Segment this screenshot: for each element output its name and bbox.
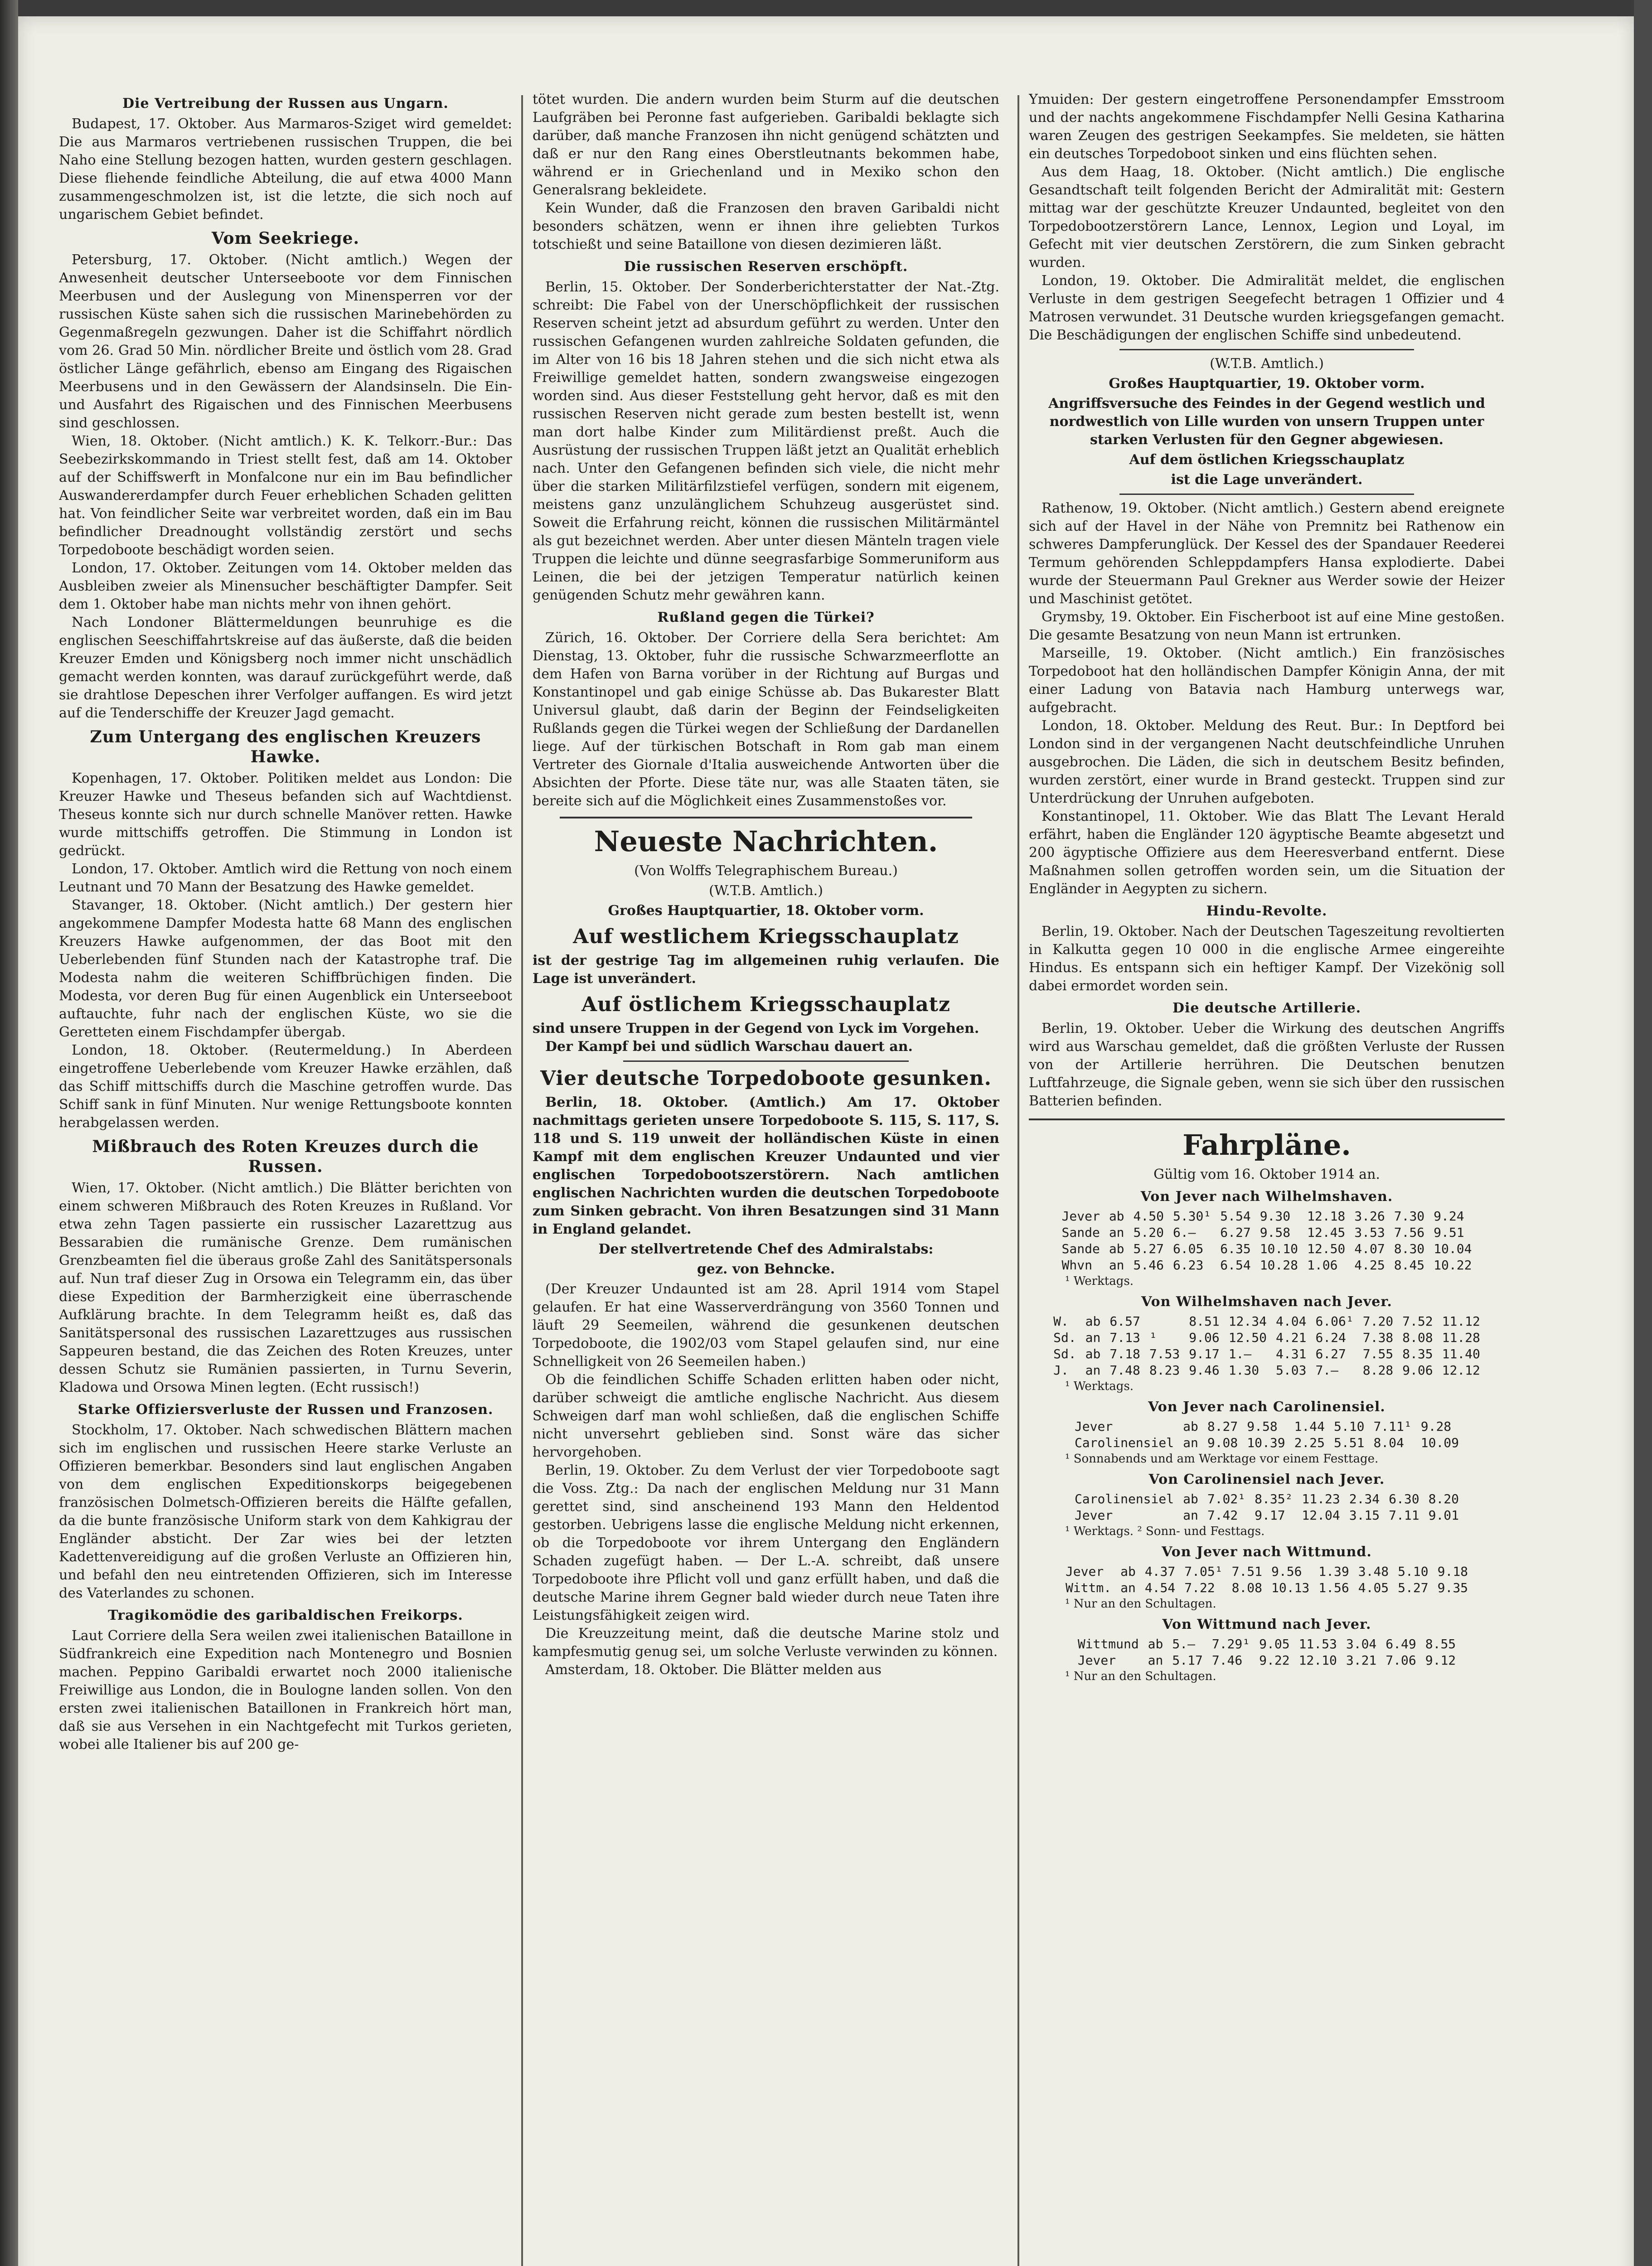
timetable-cell: 7.02¹ [1207,1491,1246,1506]
timetable-cell: 6.05 [1172,1241,1204,1256]
timetable-cell: 7.56 [1394,1225,1425,1240]
timetable-cell: 6.27 [1220,1225,1251,1240]
timetable-cell: 7.53 [1149,1346,1180,1361]
timetable-cell: ab [1109,1241,1124,1256]
bulletin-text: ist der gestrige Tag im allgemeinen ruhig verlaufen. Die Lage ist unverändert. [533,953,999,987]
timetable-row [1049,1330,1485,1346]
timetable-cell: 5.17 [1172,1653,1203,1668]
timetable-row [1061,1564,1473,1580]
timetable-cell: 1.06 [1307,1258,1338,1273]
article-text: Zürich, 16. Oktober. Der Corriere della Sera berichtet: Am Dienstag, 13. Oktober, fuhr die russische Schwarzmeerflotte an dem Hafen von Barna vorüber in der Richtung auf Burgas und Konstantinopel und gab einige Schüsse ab. Das Bukarester Blatt Universul glaubt, daß darin der Beginn der Feindseligkeiten Rußlands gegen die Türkei wegen der Schließung der Dardanellen liege. Auf der türkischen Botschaft in Rom gab man einem Vertreter des Giornale d'Italia ausweichende Antworten über die Absichten der Pforte. Diese täte nur, was alle Staaten täten, sie bereite sich auf die Möglichkeit eines Zusammenstoßes vor. [533,630,999,809]
timetable-cell: 2.25 [1294,1435,1325,1450]
timetable-cell: 12.18 [1307,1209,1346,1224]
timetable-cell: 8.28 [1362,1363,1394,1378]
timetable-row [1057,1225,1477,1241]
timetable-cell: 8.23 [1149,1363,1180,1378]
timetable-title: Fahrpläne. [1182,1128,1351,1162]
article-text: Berlin, 18. Oktober. (Amtlich.) Am 17. Oktober nachmittags gerieten unsere Torpedoboote S. 115, S. 117, S. 118 und S. 119 unweit der holländischen Küste in einen Kampf mit dem englischen Kreuzer Undaunted und vier englischen Torpedobootszerstörern. Nach amtlichen englischen Nachrichten wurden die deutschen Torpedoboote zum Sinken gebracht. Von ihren Besatzungen sind 31 Mann in England gelandet. [533,1094,999,1237]
timetable-validity: Gültig vom 16. Oktober 1914 an. [1153,1167,1380,1182]
timetable-cell: 6.57 [1109,1314,1140,1329]
column-2 [533,91,999,2266]
timetable-cell: ab [1183,1491,1198,1506]
timetable-row [1073,1636,1460,1652]
timetable-cell: 1.56 [1318,1580,1349,1595]
article-text: London, 19. Oktober. Die Admiralität meldet, die englischen Verluste in dem gestrigen Seegefecht betragen 1 Offizier und 4 Matrosen verwundet. 31 Deutsche wurden kriegsgefangen gemacht. Die Beschädigungen der englischen Schiffe sind unbedeutend. [1029,273,1505,343]
timetable-cell: 5.27 [1133,1241,1164,1256]
timetable-cell: 9.30 [1260,1209,1291,1224]
timetable-cell: 6.06¹ [1315,1314,1354,1329]
timetable-row [1049,1313,1485,1330]
timetable-cell: 7.06 [1386,1653,1416,1668]
timetable-cell: 9.51 [1434,1225,1464,1240]
timetable-row [1061,1580,1473,1596]
timetable-cell: ab [1109,1209,1124,1224]
timetable-cell: 4.54 [1144,1580,1176,1595]
timetable-cell: 3.48 [1358,1564,1389,1579]
headline: Vom Seekriege. [211,229,360,248]
article-text: Wien, 17. Oktober. (Nicht amtlich.) Die Blätter berichten von einem schweren Mißbrauch des Roten Kreuzes in Rußland. Vor etwa zehn Tagen passierte ein russischer Lazarettzug aus Bessarabien die rumänische Grenze. Dem rumänischen Grenzbeamten fiel die überaus große Zahl des Sanitätspersonals auf. Nun traf dieser Zug in Orsowa ein Telegramm ein, das über diese Expedition der Barmherzigkeit eine überraschende Aufklärung brachte. In dem Telegramm heißt es, daß das Sanitätspersonal des russischen Lazarettzuges aus russischen Sappeuren bestand, die das Zeichen des Roten Kreuzes, unter dessen Schutz sie Rumänien passierten, in Turnu Severin, Kladowa und Orsowa Minen legten. (Echt russisch!) [59,1180,512,1395]
timetable-cell: 11.12 [1442,1314,1480,1329]
timetable-cell: 8.35² [1255,1491,1293,1506]
divider [1119,349,1414,350]
timetable-cell: 1.44 [1294,1419,1325,1434]
article-text: Die Kreuzzeitung meint, daß die deutsche Marine stolz und kampfesmutig genug sei, um solche Verluste verwinden zu können. [533,1626,999,1660]
column-rule [521,95,523,2266]
article-text: London, 17. Oktober. Zeitungen vom 14. Oktober melden das Ausbleiben zweier als Minensucher beschäftigter Dampfer. Seit dem 1. Oktober habe man nichts mehr von ihnen gehört. [59,560,512,612]
timetable-cell: 9.06 [1189,1330,1220,1345]
timetable-cell: an [1109,1258,1124,1273]
headline: Die deutsche Artillerie. [1172,1000,1361,1016]
timetable-cell: 4.04 [1276,1314,1307,1329]
timetable-cell: Jever [1074,1419,1113,1434]
timetable-cell: 8.27 [1207,1419,1238,1434]
article-text: London, 17. Oktober. Amtlich wird die Rettung von noch einem Leutnant und 70 Mann der Besatzung des Hawke gemeldet. [59,861,512,895]
timetable-row [1070,1419,1463,1435]
article-text: London, 18. Oktober. Meldung des Reut. Bur.: In Deptford bei London sind in der vergangenen Nacht deutschfeindliche Unruhen ausgebrochen. Die Läden, die sich in deutschem Besitz befinden, wurden zerstört, einer wurde in Brand gesteckt. Truppen sind zur Unterdrückung der Unruhen aufgeboten. [1029,718,1505,806]
bulletin-text: ist die Lage unverändert. [1171,472,1363,488]
timetable-cell: 5.03 [1276,1363,1307,1378]
timetable-cell: 6.30 [1389,1491,1419,1506]
timetable-cell: 1.39 [1318,1564,1349,1579]
headline: Auf westlichem Kriegsschauplatz [573,925,959,948]
headline: Zum Untergang des englischen Kreuzers Hawke. [90,727,481,766]
headline: Mißbrauch des Roten Kreuzes durch die Russen. [92,1137,479,1176]
timetable-cell: 12.04 [1302,1508,1340,1523]
subtitle: (W.T.B. Amtlich.) [709,883,823,899]
timetable-cell: 7.22 [1184,1580,1215,1595]
timetable-cell: Jever [1077,1653,1116,1668]
subtitle: (W.T.B. Amtlich.) [1210,356,1324,372]
article-text: Wien, 18. Oktober. (Nicht amtlich.) K. K. Telkorr.-Bur.: Das Seebezirkskommando in Triest stellt fest, daß am 14. Oktober auf der Schiffswerft in Monfalcone nur ein im Bau befindlicher Auswandererdampfer durch Feuer erheblichen Schaden gelitten hat. Von feindlicher Seite war verbreitet worden, daß ein im Bau befindlicher Dreadnought vollständig zerstört und sechs Torpedoboote beschädigt worden seien. [59,433,512,558]
article-text: Budapest, 17. Oktober. Aus Marmaros-Sziget wird gemeldet: Die aus Marmaros vertriebenen russischen Truppen, die bei Naho eine Stellung bezogen hatten, wurden gestern geschlagen. Diese fliehende feindliche Abteilung, die auf etwa 4000 Mann zusammengeschmolzen ist, ist die letzte, die sich noch auf ungarischem Gebiet befindet. [59,116,512,223]
timetable-cell: 7.29¹ [1211,1637,1250,1651]
timetable-row [1049,1362,1485,1379]
timetable-cell: 11.23 [1302,1491,1340,1506]
timetable-cell: 9.58 [1260,1225,1291,1240]
article-text: Konstantinopel, 11. Oktober. Wie das Blatt The Levant Herald erfährt, haben die Engländer 120 ägyptische Beamte abgesetzt und 200 ägyptische Offiziere aus dem Heeresverband entfernt. Diese Maßnahmen sollen getroffen worden sein, um die Situation der Engländer in Aegypten zu sichern. [1029,809,1505,897]
timetable-cell: 10.13 [1271,1580,1310,1595]
timetable-cell: 8.45 [1394,1258,1425,1273]
timetable-note: ¹ Werktags. ² Sonn- und Festtags. [1065,1525,1265,1538]
timetable-cell: 9.58 [1247,1419,1278,1434]
timetable-cell: Sd. [1053,1346,1076,1361]
article-text: Nach Londoner Blättermeldungen beunruhige es die englischen Seeschiffahrtskreise auf das äußerste, daß die beiden Kreuzer Emden und Königsberg noch immer nicht unschädlich gemacht werden konnten, was darauf zurückgeführt werde, daß sie drahtlose Depeschen ihrer Verfolger auffangen. Es wird jetzt auf die Tenderschiffe der Kreuzer Jagd gemacht. [59,615,512,721]
timetable-heading: Von Wittmund nach Jever. [1162,1617,1371,1632]
column-rule [1017,95,1019,2266]
dateline: Großes Hauptquartier, 18. Oktober vorm. [608,903,924,919]
timetable-cell: 7.11¹ [1373,1419,1412,1434]
timetable-row [1049,1346,1485,1362]
timetable-cell: Jever [1061,1209,1100,1224]
article-text: Rathenow, 19. Oktober. (Nicht amtlich.) Gestern abend ereignete sich auf der Havel in der Nähe von Premnitz bei Rathenow ein schweres Dampferunglück. Der Kessel des der Spandauer Reederei Termum gehörenden Schleppdampfers Hansa explodierte. Dabei wurde der Steuermann Paul Grekner aus Werder sowie der Heizer und Maschinist getötet. [1029,500,1505,607]
signature-name: gez. von Behncke. [697,1261,835,1277]
timetable-cell [1145,1313,1184,1330]
timetable-cell: an [1148,1653,1163,1668]
timetable-cell: Wittmund [1077,1637,1139,1651]
timetable-note: ¹ Werktags. [1065,1274,1134,1288]
article-text: Amsterdam, 18. Oktober. Die Blätter melden aus [545,1662,882,1678]
timetable-cell: 5.20 [1133,1225,1164,1240]
timetable-cell: 10.10 [1260,1241,1298,1256]
timetable-cell: 5.10 [1334,1419,1365,1434]
divider [1119,494,1414,495]
timetable-cell: 1.— [1228,1346,1252,1361]
timetable-cell: 7.05¹ [1184,1564,1223,1579]
timetable-heading: Von Carolinensiel nach Jever. [1148,1472,1385,1487]
timetable [1049,1313,1485,1379]
timetable-cell: 4.37 [1144,1564,1176,1579]
timetable-cell: 3.53 [1354,1225,1385,1240]
bulletin-text: Der Kampf bei und südlich Warschau dauert an. [545,1039,913,1055]
headline: Starke Offiziersverluste der Russen und Franzosen. [78,1402,494,1418]
section-title: Neueste Nachrichten. [594,825,938,858]
bulletin-text: Auf dem östlichen Kriegsschauplatz [1129,452,1405,468]
article-text: Grymsby, 19. Oktober. Ein Fischerboot ist auf eine Mine gestoßen. Die gesamte Besatzung von neun Mann ist ertrunken. [1029,609,1505,643]
timetable-note: ¹ Werktags. [1065,1380,1134,1393]
timetable-note: ¹ Nur an den Schultagen. [1065,1597,1216,1611]
timetable-cell: 5.30¹ [1172,1209,1211,1224]
article-text: Berlin, 19. Oktober. Nach der Deutschen Tageszeitung revoltierten in Kalkutta gegen 10 000 in die englische Armee eingereihte Hindus. Es entspann sich ein heftiger Kampf. Der Vizekönig soll dabei ermordet worden sein. [1029,924,1505,994]
timetable-cell: 4.21 [1276,1330,1307,1345]
timetable-cell: 5.10 [1398,1564,1429,1579]
timetable-cell: 6.27 [1315,1346,1346,1361]
timetable-note: ¹ Sonnabends und am Werktage vor einem Festtage. [1065,1452,1379,1466]
timetable-cell: ab [1085,1346,1101,1361]
timetable [1070,1491,1463,1524]
timetable-cell: 9.06 [1402,1363,1433,1378]
timetable-cell: Jever [1074,1508,1113,1523]
headline: Auf östlichem Kriegsschauplatz [581,993,950,1016]
article-text: Aus dem Haag, 18. Oktober. (Nicht amtlich.) Die englische Gesandtschaft teilt folgenden Bericht der Admiralität mit: Gestern mittag war der geschützte Kreuzer Undaunted, begleitet von den Torpedobootzerstörern Lance, Lennox, Legion und Loyal, im Gefecht mit vier deutschen Zerstörern, die zum Sinken gebracht wurden. [1029,164,1505,271]
timetable-cell: an [1120,1580,1136,1595]
headline: Die Vertreibung der Russen aus Ungarn. [122,96,449,111]
timetable-cell: 4.07 [1354,1241,1385,1256]
timetable-cell: ab [1148,1637,1163,1651]
bulletin-text: Angriffsversuche des Feindes in der Gegend westlich und nordwestlich von Lille wurden von unsern Truppen unter starken Verlusten für den Gegner abgewiesen. [1048,396,1485,448]
timetable-cell: 9.17 [1255,1508,1285,1523]
timetable-cell: an [1085,1363,1101,1378]
dateline: Großes Hauptquartier, 19. Oktober vorm. [1109,376,1425,392]
article-text: Laut Corriere della Sera weilen zwei italienischen Bataillone in Südfrankreich eine Expedition nach Montenegro und Bosnien machen. Peppino Garibaldi erwartet noch 2000 italienische Freiwillige aus London, die in Boulogne landen sollen. Von den ersten zwei italienischen Bataillonen in Frankreich hört man, daß sie aus Versehen in ein Nachtgefecht mit Turkos gerieten, wobei alle Italiener bis auf 200 ge- [59,1628,512,1753]
timetable-note: ¹ Nur an den Schultagen. [1065,1670,1216,1683]
timetable-cell: 4.31 [1276,1346,1307,1361]
timetable-cell: 3.04 [1346,1637,1377,1651]
article-text: tötet wurden. Die andern wurden beim Sturm auf die deutschen Laufgräben bei Peronne fast aufgerieben. Garibaldi beklagte sich darüber, daß manche Franzosen ihn nicht genügend schätzten und daß er nur den Rang eines Oberstleutnants bekommen habe, während er in Griechenland und in Mexiko schon den Generalsrang bekleidete. [533,92,999,198]
article-text: London, 18. Oktober. (Reutermeldung.) In Aberdeen eingetroffene Ueberlebende vom Kreuzer Hawke erzählen, daß das Schiff mittschiffs durch die Maschine getroffen wurde. Das Schiff sank in fünf Minuten. Nur wenige Rettungsboote konnten herabgelassen werden. [59,1042,512,1131]
timetable-cell: 4.50 [1133,1209,1164,1224]
divider [623,1060,909,1062]
timetable-heading: Von Jever nach Wilhelmshaven. [1140,1189,1393,1205]
timetable-cell: 9.01 [1428,1508,1459,1523]
article-text: Berlin, 15. Oktober. Der Sonderberichterstatter der Nat.-Ztg. schreibt: Die Fabel von der Unerschöpflichkeit der russischen Reserven scheint jetzt ad absurdum geführt zu werden. Unter den russischen Gefangenen wurden zahlreiche Soldaten gefunden, die im Alter von 16 bis 18 Jahren stehen und die sich nicht etwa als Freiwillige gemeldet hatten, sondern zwangsweise eingezogen worden sind. Aus dieser Feststellung geht hervor, daß es mit den russischen Reserven nicht gerade zum besten bestellt ist, wenn man dort halbe Kinder zum Militärdienst preßt. Auch die Ausrüstung der russischen Truppen läßt jetzt an Qualität erheblich nach. Unter den Gefangenen befinden sich viele, die nicht mehr über die starken Militärfilzstiefel verfügen, sondern mit eigenem, meistens ganz unzulänglichem Schuhzeug ausgerüstet sind. Soweit die Erfahrung reicht, können die russischen Militärmäntel als gut bezeichnet werden. Aber unter diesen Mänteln tragen viele Truppen die leichte und dünne seegrasfarbige Sommeruniform aus Leinen, die bei der jetzigen Temperatur natürlich keinen genügenden Schutz mehr gewähren kann. [533,279,999,603]
timetable-cell: 7.51 [1231,1564,1262,1579]
article-text: Kopenhagen, 17. Oktober. Politiken meldet aus London: Die Kreuzer Hawke und Theseus befanden sich auf Wachtdienst. Theseus konnte sich nur durch schnelle Manöver retten. Hawke wurde mittschiffs getroffen. Die Stimmung in London ist gedrückt. [59,770,512,859]
timetable-heading: Von Jever nach Wittmund. [1162,1544,1372,1560]
timetable-cell: 10.39 [1247,1435,1285,1450]
timetable-cell: an [1085,1330,1101,1345]
timetable-row [1073,1652,1460,1669]
timetable-cell: 6.24 [1315,1330,1346,1345]
timetable-cell: 7.— [1315,1363,1339,1378]
timetable-cell: 6.54 [1220,1258,1251,1273]
timetable-cell: 12.50 [1228,1330,1267,1345]
timetable-cell: 7.18 [1109,1346,1140,1361]
article-text: Petersburg, 17. Oktober. (Nicht amtlich.) Wegen der Anwesenheit deutscher Unterseeboote vor dem Finnischen Meerbusen und der Auslegung von Minensperren vor der russischen Küste sahen sich die russischen Marinebehörden zu Gegenmaßregeln gezwungen. Daher ist die Schiffahrt nördlich vom 26. Grad 50 Min. nördlicher Breite und östlich vom 28. Grad östlicher Länge gefährlich, ebenso am Eingang des Rigaischen Meerbusens und in den Gewässern der Alandsinseln. Die Ein- und Ausfahrt des Rigaischen und des Finnischen Meerbusens sind geschlossen. [59,252,512,431]
timetable-cell: 11.40 [1442,1346,1480,1361]
timetable [1057,1208,1477,1273]
timetable-cell: Carolinensiel [1074,1491,1174,1506]
timetable [1070,1419,1463,1451]
article-text: Stavanger, 18. Oktober. (Nicht amtlich.) Der gestern hier angekommene Dampfer Modesta hatte 68 Mann des englischen Kreuzers Hawke aufgenommen, der das Boot mit den Ueberlebenden fünf Stunden nach der Katastrophe traf. Die Modesta nahm die weiteren Schiffbrüchigen finden. Die Modesta, vor deren Bug für einen Augenblick ein Unterseeboot auftauchte, fuhr nach der englischen Küste, wo sie die Geretteten einem Fischdampfer übergab. [59,897,512,1040]
timetable-cell: 10.09 [1420,1435,1459,1450]
headline: Tragikomödie des garibaldischen Freikorps. [108,1608,463,1623]
headline: Hindu-Revolte. [1206,903,1327,919]
timetable-row [1057,1208,1477,1225]
timetable-cell: 10.22 [1434,1258,1472,1273]
timetable-cell: 12.45 [1307,1225,1346,1240]
timetable-cell: an [1109,1225,1124,1240]
timetable-cell: 9.28 [1420,1419,1452,1434]
timetable-cell: 5.— [1172,1637,1195,1651]
timetable-cell: 7.42 [1207,1508,1238,1523]
timetable-cell: 12.50 [1307,1241,1346,1256]
timetables [1029,1188,1505,1684]
timetable-cell: Wittm. [1065,1580,1112,1595]
timetable-cell: 7.20 [1362,1314,1394,1329]
timetable-cell: 4.25 [1354,1258,1385,1273]
timetable-cell: an [1183,1435,1198,1450]
column-3 [1029,91,1505,2266]
timetable-cell: 7.30 [1394,1209,1425,1224]
timetable-cell: 5.46 [1133,1258,1164,1273]
article-text: Ymuiden: Der gestern eingetroffene Personendampfer Emsstroom und der nachts angekommene Fischdampfer Nelli Gesina Katharina waren Zeugen des gestrigen Seekampfes. Sie meldeten, sie hätten ein deutsches Torpedoboot sinken und eins flüchten sehen. [1029,92,1505,162]
timetable-cell: 6.35 [1220,1241,1251,1256]
divider [560,817,972,818]
signature-title: Der stellvertretende Chef des Admiralstabs: [598,1241,934,1257]
timetable-cell: J. [1053,1363,1069,1378]
timetable-cell: 5.27 [1398,1580,1429,1595]
timetable-cell: 11.28 [1442,1330,1480,1345]
timetable-cell: 8.04 [1373,1435,1404,1450]
timetable-cell: Jever [1065,1564,1104,1579]
timetable-cell: 7.52 [1402,1314,1433,1329]
bulletin-text: sind unsere Truppen in der Gegend von Lyck im Vorgehen. [533,1021,979,1036]
timetable-cell: 9.17 [1189,1346,1220,1361]
timetable-cell: Whvn [1061,1258,1092,1273]
timetable-cell: ab [1085,1314,1101,1329]
timetable-cell: 3.15 [1349,1508,1380,1523]
timetable-cell: ab [1183,1419,1198,1434]
timetable-cell: 5.54 [1220,1209,1251,1224]
timetable-row [1057,1257,1477,1273]
timetable [1073,1636,1460,1669]
timetable-cell: 6.— [1172,1225,1196,1240]
timetable-cell: 8.55 [1425,1637,1456,1651]
timetable-cell: 10.04 [1434,1241,1472,1256]
timetable-cell: 9.05 [1259,1637,1290,1651]
timetable-cell: 8.20 [1428,1491,1459,1506]
timetable-row [1057,1241,1477,1257]
page-edge [1634,0,1652,2266]
article-text: Kein Wunder, daß die Franzosen den braven Garibaldi nicht besonders schätzen, wenn er ihnen ihre geliebten Turkos totschießt und seine Bataillone von diesen dezimieren läßt. [533,200,999,252]
article-text: Berlin, 19. Oktober. Zu dem Verlust der vier Torpedoboote sagt die Voss. Ztg.: Da nach der englischen Meldung nur 31 Mann gerettet sind, sind anscheinend 193 Mann den Heldentod gestorben. Uebrigens lasse die englische Meldung nicht erkennen, ob die Torpedoboote vor ihrem Untergang den Engländern Schaden zugefügt haben. — Der L.-A. schreibt, daß unsere Torpedoboote ihre Pflicht voll und ganz erfüllt haben, und daß die deutsche Marine ihrem Gegner bald wieder durch neue Taten ihre Leistungsfähigkeit zeigen wird. [533,1462,999,1623]
timetable-cell: 6.23 [1172,1258,1204,1273]
timetable-cell: 8.51 [1189,1314,1220,1329]
article-text: Marseille, 19. Oktober. (Nicht amtlich.) Ein französisches Torpedoboot hat den holländischen Dampfer Königin Anna, der mit einer Ladung von Batavia nach Hamburg unterwegs war, aufgebracht. [1029,645,1505,716]
timetable-cell: 8.35 [1402,1346,1433,1361]
timetable-row [1070,1491,1463,1507]
timetable-cell: 6.49 [1386,1637,1416,1651]
timetable-cell: 4.05 [1358,1580,1389,1595]
timetable-cell: 7.46 [1211,1653,1243,1668]
timetable-cell: ¹ [1149,1330,1157,1345]
timetable-cell: Sd. [1053,1330,1076,1345]
timetable-cell: 2.34 [1349,1491,1380,1506]
headline: Die russischen Reserven erschöpft. [624,259,908,275]
timetable-cell: ab [1120,1564,1136,1579]
timetable-cell: 1.30 [1228,1363,1260,1378]
timetable-cell: 12.10 [1298,1653,1337,1668]
timetable [1061,1564,1473,1596]
timetable-cell: 9.35 [1437,1580,1468,1595]
binding-shadow [0,0,18,2266]
timetable-cell: 9.08 [1207,1435,1238,1450]
timetable-cell: 9.24 [1434,1209,1464,1224]
article-text: (Der Kreuzer Undaunted ist am 28. April 1914 vom Stapel gelaufen. Er hat eine Wasserverdrängung von 3560 Tonnen und läuft 29 Seemeilen, während die gesunkenen deutschen Torpedoboote, die 1902/03 vom Stapel gelaufen sind, nur eine Schnelligkeit von 26 Seemeilen haben.) [533,1281,999,1370]
timetable-cell: 9.46 [1189,1363,1220,1378]
article-text: Ob die feindlichen Schiffe Schaden erlitten haben oder nicht, darüber schweigt die amtliche englische Nachricht. Aus diesem Schweigen darf man wohl schließen, daß die englischen Schiffe nicht unversehrt geblieben sind. Sonst wäre das sicher hervorgehoben. [533,1372,999,1460]
timetable-cell: 3.26 [1354,1209,1385,1224]
timetable-cell: 7.13 [1109,1330,1140,1345]
timetable-cell: 9.56 [1271,1564,1302,1579]
timetable-cell: 9.12 [1425,1653,1456,1668]
article-text: Stockholm, 17. Oktober. Nach schwedischen Blättern machen sich im englischen und russischen Heere starke Verluste an Offizieren bemerkbar. Besonders sind laut englischen Angaben von dem englischen Expeditionskorps beigegebenen französischen Dolmetsch-Offizieren bereits die Hälfte gefallen, da die bunte französische Uniform stark von dem Kahkigrau der Engländer absticht. Der Zar wies bei der letzten Kadettenvereidigung auf die großen Verluste an Offizieren hin, und befahl den neu eintretenden Offizieren, sich im Interesse des Vaterlandes zu schonen. [59,1422,512,1601]
timetable-cell: 7.38 [1362,1330,1394,1345]
headline: Vier deutsche Torpedoboote gesunken. [540,1067,992,1090]
timetable-cell: 11.53 [1298,1637,1337,1651]
timetable-cell: 9.18 [1437,1564,1468,1579]
timetable-cell: 8.08 [1402,1330,1433,1345]
timetable-cell: Carolinensiel [1074,1435,1174,1450]
article-text: Berlin, 19. Oktober. Ueber die Wirkung des deutschen Angriffs wird aus Warschau gemeldet, daß die größten Verluste der Russen von der Artillerie herrühren. Die Deutschen benutzen Luftfahrzeuge, die Signale geben, wenn sie sich über den russischen Batterien befinden. [1029,1021,1505,1109]
column-1 [59,91,512,2266]
divider [1029,1118,1505,1120]
timetable-cell: 7.48 [1109,1363,1140,1378]
timetable-cell: 5.51 [1334,1435,1365,1450]
timetable-cell: 12.34 [1228,1314,1267,1329]
timetable-cell: 3.21 [1346,1653,1377,1668]
timetable-cell: W. [1053,1314,1069,1329]
timetable-cell: 8.08 [1231,1580,1262,1595]
timetable-row [1070,1435,1463,1451]
timetable-cell: Sande [1061,1225,1100,1240]
timetable-row [1070,1507,1463,1524]
timetable-cell: Sande [1061,1241,1100,1256]
timetable-cell: 7.55 [1362,1346,1394,1361]
timetable-cell: an [1183,1508,1198,1523]
timetable-heading: Von Wilhelmshaven nach Jever. [1141,1294,1392,1310]
timetable-cell: 8.30 [1394,1241,1425,1256]
headline: Rußland gegen die Türkei? [657,610,875,625]
timetable-cell: 10.28 [1260,1258,1298,1273]
timetable-cell: 12.12 [1442,1363,1480,1378]
subtitle: (Von Wolffs Telegraphischem Bureau.) [634,863,898,879]
timetable-cell: 7.11 [1389,1508,1419,1523]
timetable-cell: 9.22 [1259,1653,1290,1668]
timetable-heading: Von Jever nach Carolinensiel. [1148,1399,1386,1415]
